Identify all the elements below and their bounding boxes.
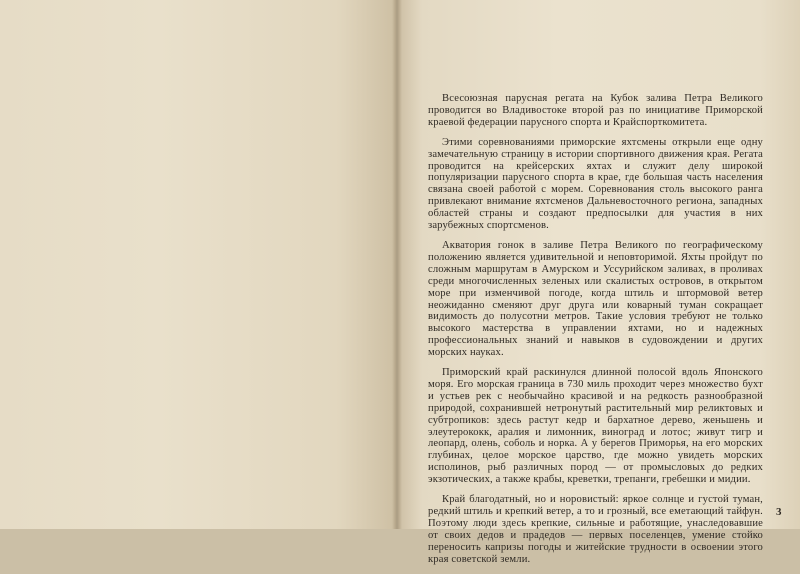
paragraph-competitions: Этими соревнованиями приморские яхтсмены открыли еще одну замечательную страницу в истории спортивного движения края. Регата проводится на крейсерских яхтах и служит делу широкой популяризации парусного спорта в крае, где большая часть населения связана своей работой с морем. Соревнования столь высокого ранга привлекают внимание яхтсменов Дальневосточного региона, западных областей страны и создают предпосылки для участия в них зарубежных спортсменов. — [428, 136, 763, 232]
paragraph-racing-area: Акватория гонок в заливе Петра Великого по географическому положению является удивительной и неповторимой. Яхты пройдут по сложным маршрутам в Амурском и Уссурийском заливах, в проливах среди многочисленных зеленых или скалистых островов, в открытом море при изменчивой погоде, когда штиль и штормовой ветер неожиданно сменяют друг друга или коварный туман сокращает видимость до полусотни метров. Такие условия требуют не только высокого мастерства в управлении яхтами, но и надежных профессиональных знаний и навыков в судовождении и других морских науках. — [428, 239, 763, 359]
paragraph-intro: Всесоюзная парусная регата на Кубок залива Петра Великого проводится во Владивостоке второй раз по инициативе Приморской краевой федерации парусного спорта и Крайспорткомитета. — [428, 93, 763, 128]
book-gutter — [392, 0, 402, 529]
left-page-blank — [0, 0, 396, 529]
paragraph-people: Край благодатный, но и норовистый: яркое солнце и густой туман, редкий штиль и крепкий ветер, а то и грозный, все еметающий тайфун. Поэтому люди здесь крепкие, сильные и работящие, унаследовавшие от своих дедов и прадедов — первых поселенцев, умение стойко переносить капризы погоды и житейские трудности в освоении этого края советской земли. — [428, 494, 763, 565]
paragraph-primorsky-krai: Приморский край раскинулся длинной полосой вдоль Японского моря. Его морская граница в 730 миль проходит через множество бухт и устьев рек с необычайно красивой и на редкость разнообразной природой, сохранившей нетронутый растительный мир реликтовых и субтропиков: здесь растут кедр и бархатное дерево, женьшень и элеутерококк, аралия и лимонник, виноград и лотос; живут тигр и леопард, олень, соболь и норка. А у берегов Приморья, на его морских глубинах, целое морское царство, где можно увидеть морских исполинов, рыб различных пород — от промысловых до редких экзотических, а также крабы, креветки, трепанги, гребешки и мидии. — [428, 367, 763, 486]
right-page-text — [428, 93, 763, 574]
page-number: 3 — [776, 506, 782, 518]
